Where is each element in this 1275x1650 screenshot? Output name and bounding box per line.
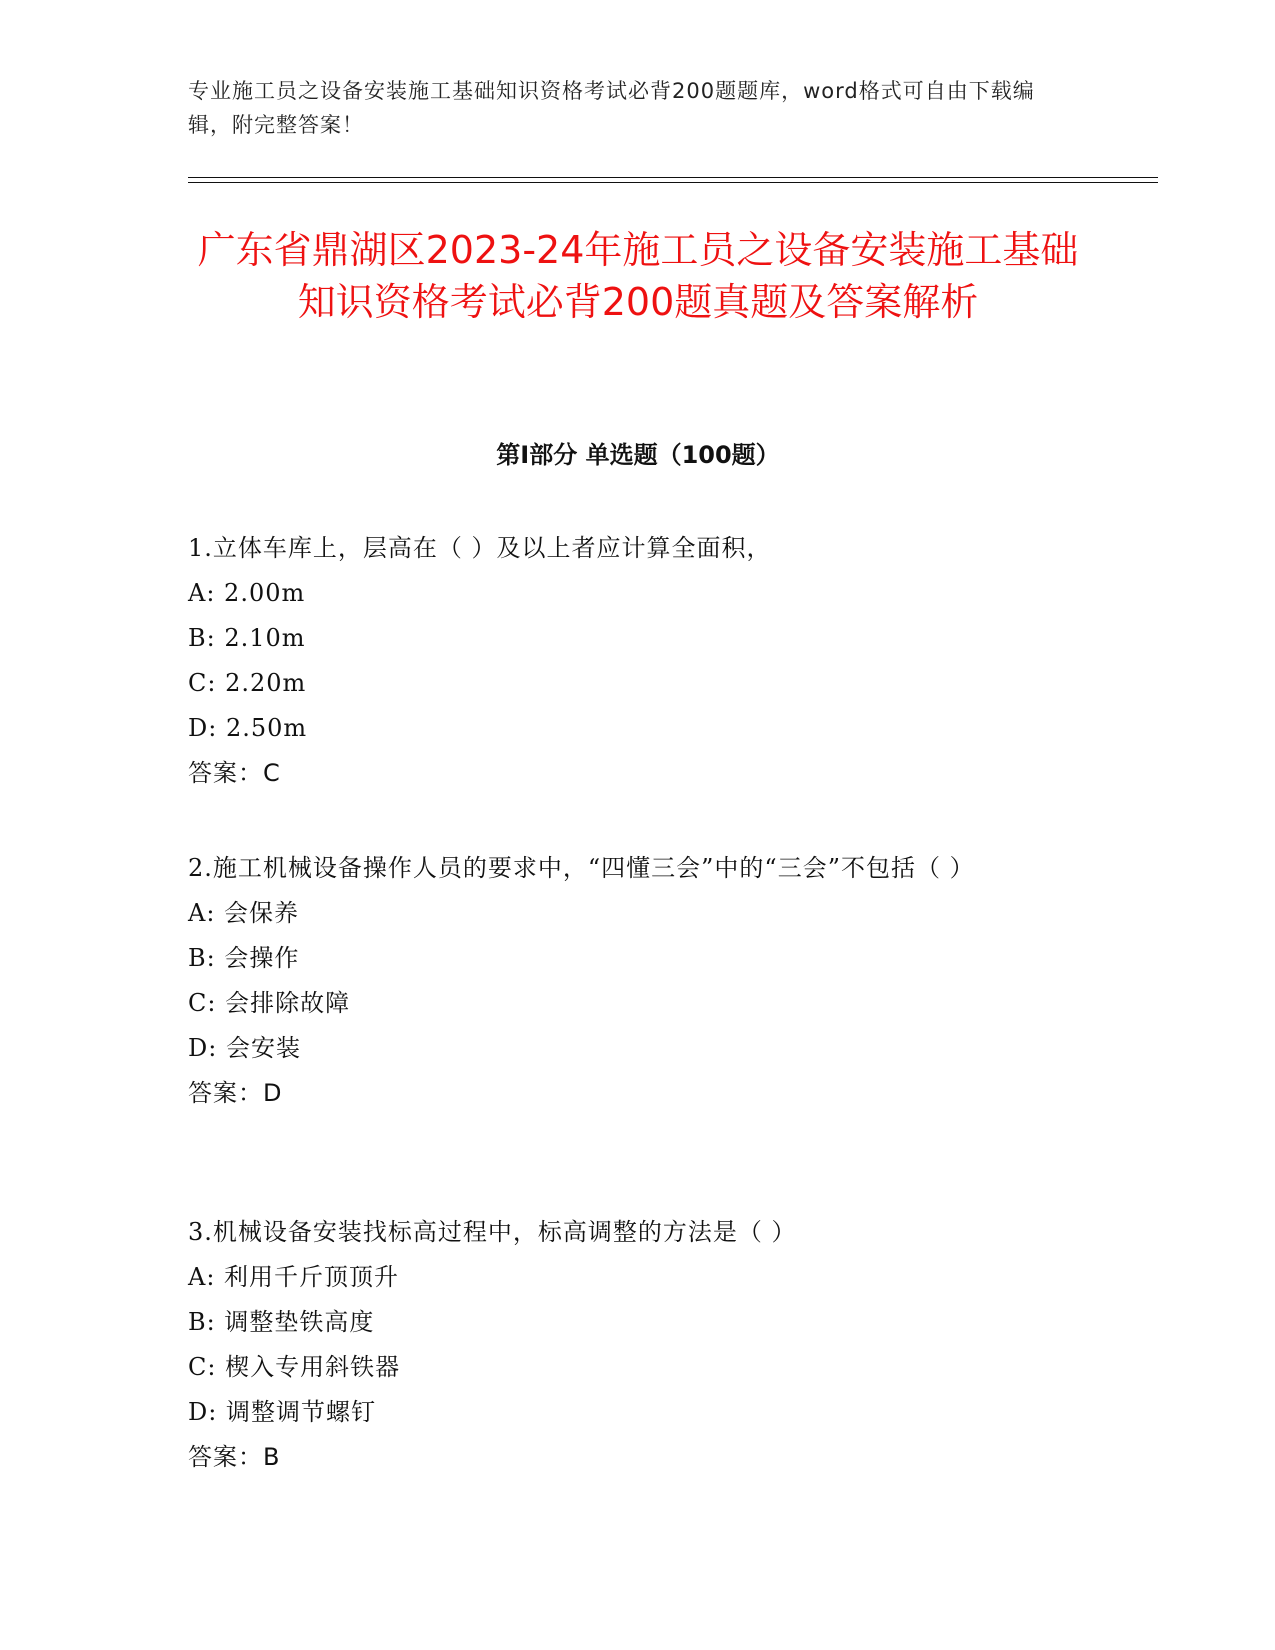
option-d: D: 2.50m (188, 714, 308, 742)
question-block (188, 846, 1068, 1116)
question-stem: 3.机械设备安装找标高过程中，标高调整的方法是（ ） (188, 1218, 797, 1246)
option-b: B: 会操作 (188, 944, 300, 972)
option-a: A: 会保养 (188, 899, 300, 927)
question-stem: 2.施工机械设备操作人员的要求中，“四懂三会”中的“三会”不包括（ ） (188, 854, 975, 882)
option-c: C: 2.20m (188, 669, 307, 697)
document-title: 广东省鼎湖区2023-24年施工员之设备安装施工基础知识资格考试必背200题真题及答案解析 (197, 228, 1079, 324)
answer-line: 答案：D (188, 1079, 283, 1107)
section-heading: 第I部分 单选题（100题） (496, 441, 780, 469)
option-b: B: 调整垫铁高度 (188, 1308, 375, 1336)
option-c: C: 楔入专用斜铁器 (188, 1353, 401, 1381)
answer-line: 答案：B (188, 1443, 281, 1471)
option-a: A: 利用千斤顶顶升 (188, 1263, 400, 1291)
option-a: A: 2.00m (188, 579, 306, 607)
header-divider-top (188, 177, 1158, 178)
option-c: C: 会排除故障 (188, 989, 351, 1017)
option-b: B: 2.10m (188, 624, 306, 652)
answer-line: 答案：C (188, 759, 281, 787)
option-d: D: 调整调节螺钉 (188, 1398, 376, 1426)
option-d: D: 会安装 (188, 1034, 301, 1062)
header-note: 专业施工员之设备安装施工基础知识资格考试必背200题题库，word格式可自由下载编辑，附完整答案！ (188, 79, 1035, 137)
question-stem: 1.立体车库上，层高在（ ）及以上者应计算全面积， (188, 534, 772, 562)
header-divider-bottom (188, 182, 1158, 183)
question-block (188, 526, 1068, 796)
question-block (188, 1210, 1068, 1480)
